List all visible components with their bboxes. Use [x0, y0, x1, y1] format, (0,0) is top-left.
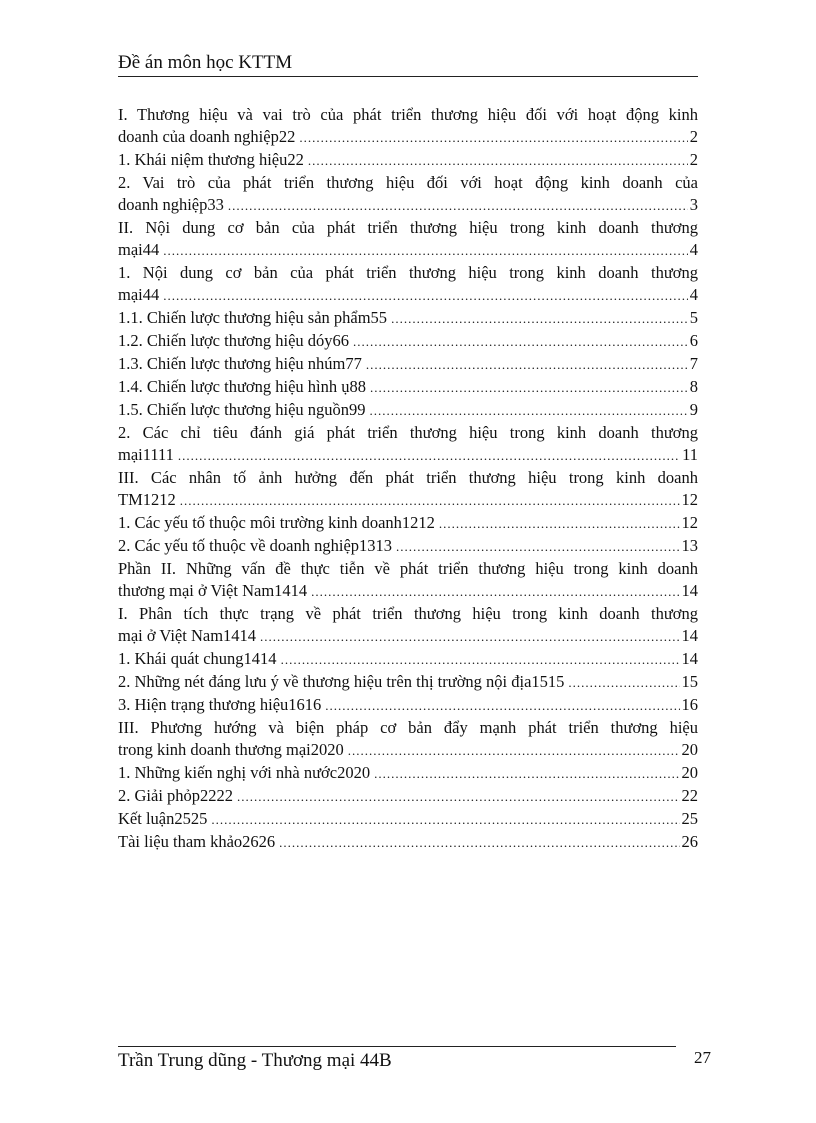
toc-page-number: 11 — [682, 445, 698, 464]
dot-leader — [353, 331, 688, 353]
dot-leader — [370, 377, 688, 399]
toc-entry-text: mại ở Việt Nam1414 — [118, 626, 257, 645]
toc-page-number: 26 — [681, 832, 698, 851]
toc-entry-line — [118, 399, 698, 422]
dot-leader — [366, 354, 688, 376]
toc-page-number: 14 — [681, 626, 698, 645]
toc-entry-line — [118, 762, 698, 785]
toc-page-number: 4 — [689, 285, 698, 304]
toc-entry-text: Tài liệu tham khảo2626 — [118, 832, 276, 851]
toc-entry-line — [118, 831, 698, 854]
toc-entry[interactable] — [118, 330, 698, 353]
dot-leader — [396, 536, 679, 558]
toc-entry-text: 1.3. Chiến lược thương hiệu nhúm77 — [118, 354, 362, 373]
toc-entry-line — [118, 126, 698, 149]
toc-page-number: 14 — [681, 649, 698, 668]
toc-entry-line — [118, 194, 698, 217]
toc-entry[interactable] — [118, 671, 698, 694]
toc-entry-line — [118, 239, 698, 262]
toc-entry[interactable] — [118, 217, 698, 262]
toc-entry-line — [118, 671, 698, 694]
toc-entry-line — [118, 444, 698, 467]
toc-entry-text: III. Phương hướng và biện pháp cơ bản đẩy mạnh phát triển thương hiệu — [118, 718, 698, 737]
toc-entry-text: 3. Hiện trạng thương hiệu1616 — [118, 695, 322, 714]
toc-entry-text: 1.5. Chiến lược thương hiệu nguồn99 — [118, 400, 366, 419]
page-footer — [118, 1046, 676, 1074]
toc-entry[interactable] — [118, 808, 698, 831]
toc-page-number: 2 — [689, 127, 698, 146]
toc-page-number: 13 — [681, 536, 698, 555]
page-header — [118, 52, 698, 77]
toc-page-number: 12 — [681, 490, 698, 509]
dot-leader — [281, 649, 680, 671]
dot-leader — [163, 240, 688, 262]
toc-entry-text: mại44 — [118, 285, 160, 304]
toc-page-number: 22 — [681, 786, 698, 805]
toc-entry-text: thương mại ở Việt Nam1414 — [118, 581, 308, 600]
toc-entry-line — [118, 376, 698, 399]
toc-entry-text: 1.2. Chiến lược thương hiệu dóy66 — [118, 331, 350, 350]
toc-entry-line — [118, 512, 698, 535]
toc-entry[interactable] — [118, 603, 698, 648]
toc-entry[interactable] — [118, 785, 698, 808]
dot-leader — [180, 490, 680, 512]
toc-entry-line — [118, 307, 698, 330]
toc-entry-text: 1. Các yếu tố thuộc môi trường kinh doanh1212 — [118, 513, 435, 532]
toc-page-number: 3 — [689, 195, 698, 214]
toc-entry[interactable] — [118, 262, 698, 307]
toc-entry-line — [118, 785, 698, 808]
toc-page-number: 15 — [681, 672, 698, 691]
toc-entry-text: TM1212 — [118, 490, 176, 509]
toc-entry-text: 1. Những kiến nghị với nhà nước2020 — [118, 763, 371, 782]
toc-page-number: 20 — [681, 763, 698, 782]
toc-entry[interactable] — [118, 149, 698, 172]
toc-entry[interactable] — [118, 558, 698, 603]
toc-page-number: 20 — [681, 740, 698, 759]
dot-leader — [568, 672, 679, 694]
dot-leader — [237, 786, 679, 808]
toc-entry-text: mại1111 — [118, 445, 174, 464]
table-of-contents — [118, 104, 698, 854]
toc-entry[interactable] — [118, 717, 698, 762]
toc-entry-line — [118, 149, 698, 172]
toc-page-number: 9 — [689, 400, 698, 419]
toc-entry[interactable] — [118, 353, 698, 376]
toc-entry-line — [118, 353, 698, 376]
toc-entry-text: 2. Các chỉ tiêu đánh giá phát triển thương hiệu trong kinh doanh thương — [118, 423, 698, 442]
toc-entry-text: II. Nội dung cơ bản của phát triển thương hiệu trong kinh doanh thương — [118, 218, 698, 237]
toc-entry-text: 2. Những nét đáng lưu ý về thương hiệu trên thị trường nội địa1515 — [118, 672, 565, 691]
toc-page-number: 25 — [681, 809, 698, 828]
toc-page-number: 12 — [681, 513, 698, 532]
toc-entry[interactable] — [118, 694, 698, 717]
dot-leader — [260, 626, 679, 648]
toc-entry-line — [118, 625, 698, 648]
toc-entry-line — [118, 808, 698, 831]
toc-page-number: 6 — [689, 331, 698, 350]
toc-entry-line — [118, 284, 698, 307]
toc-page-number: 7 — [689, 354, 698, 373]
toc-entry-line — [118, 580, 698, 603]
toc-entry-line — [118, 694, 698, 717]
toc-entry[interactable] — [118, 831, 698, 854]
toc-entry-text: trong kinh doanh thương mại2020 — [118, 740, 344, 759]
toc-entry-text: 2. Giải phỏp2222 — [118, 786, 234, 805]
toc-entry-text: I. Thương hiệu và vai trò của phát triển thương hiệu đối với hoạt động kinh — [118, 105, 698, 124]
toc-page-number: 4 — [689, 240, 698, 259]
toc-page-number: 2 — [689, 150, 698, 169]
toc-entry[interactable] — [118, 399, 698, 422]
toc-entry[interactable] — [118, 512, 698, 535]
dot-leader — [178, 445, 680, 467]
toc-entry[interactable] — [118, 648, 698, 671]
dot-leader — [228, 195, 688, 217]
dot-leader — [308, 150, 688, 172]
toc-entry-text: III. Các nhân tố ảnh hưởng đến phát triển thương hiệu trong kinh doanh — [118, 468, 698, 487]
toc-entry-text: Kết luận2525 — [118, 809, 208, 828]
toc-page-number: 16 — [681, 695, 698, 714]
footer-author: Trần Trung dũng - Thương mại 44B — [118, 1050, 392, 1071]
toc-entry[interactable] — [118, 307, 698, 330]
toc-entry-text: 2. Các yếu tố thuộc về doanh nghiệp1313 — [118, 536, 393, 555]
toc-entry-line — [118, 739, 698, 762]
toc-entry[interactable] — [118, 422, 698, 467]
document-title: Đề án môn học KTTM — [118, 52, 293, 73]
toc-entry-text: 1. Khái quát chung1414 — [118, 649, 277, 668]
dot-leader — [370, 400, 688, 422]
toc-entry-line — [118, 535, 698, 558]
toc-entry[interactable] — [118, 172, 698, 217]
toc-entry-text: I. Phân tích thực trạng về phát triển thương hiệu trong kinh doanh thương — [118, 604, 698, 623]
dot-leader — [163, 285, 688, 307]
toc-entry-text: 1. Nội dung cơ bản của phát triển thương hiệu trong kinh doanh thương — [118, 263, 698, 282]
toc-entry[interactable] — [118, 467, 698, 512]
toc-page-number: 5 — [689, 308, 698, 327]
toc-entry-text: doanh nghiệp33 — [118, 195, 224, 214]
toc-entry-line — [118, 648, 698, 671]
toc-entry-text: doanh của doanh nghiệp22 — [118, 127, 296, 146]
toc-page-number: 14 — [681, 581, 698, 600]
dot-leader — [348, 740, 680, 762]
toc-entry[interactable] — [118, 535, 698, 558]
dot-leader — [439, 513, 680, 535]
toc-entry-text: 2. Vai trò của phát triển thương hiệu đối với hoạt động kinh doanh của — [118, 173, 698, 192]
toc-entry-text: mại44 — [118, 240, 160, 259]
dot-leader — [311, 581, 679, 603]
dot-leader — [374, 763, 679, 785]
dot-leader — [279, 832, 679, 854]
toc-entry-text: 1. Khái niệm thương hiệu22 — [118, 150, 304, 169]
toc-entry[interactable] — [118, 104, 698, 149]
toc-entry-text: 1.4. Chiến lược thương hiệu hình ụ88 — [118, 377, 366, 396]
toc-page-number: 8 — [689, 377, 698, 396]
toc-entry-text: Phần II. Những vấn đề thực tiễn về phát triển thương hiệu trong kinh doanh — [118, 559, 698, 578]
toc-entry-line — [118, 489, 698, 512]
toc-entry-line — [118, 330, 698, 353]
toc-entry-text: 1.1. Chiến lược thương hiệu sản phẩm55 — [118, 308, 388, 327]
dot-leader — [391, 308, 688, 330]
dot-leader — [211, 809, 679, 831]
toc-entry[interactable] — [118, 376, 698, 399]
page-number: 27 — [694, 1048, 711, 1067]
dot-leader — [299, 127, 687, 149]
toc-entry[interactable] — [118, 762, 698, 785]
dot-leader — [325, 695, 679, 717]
